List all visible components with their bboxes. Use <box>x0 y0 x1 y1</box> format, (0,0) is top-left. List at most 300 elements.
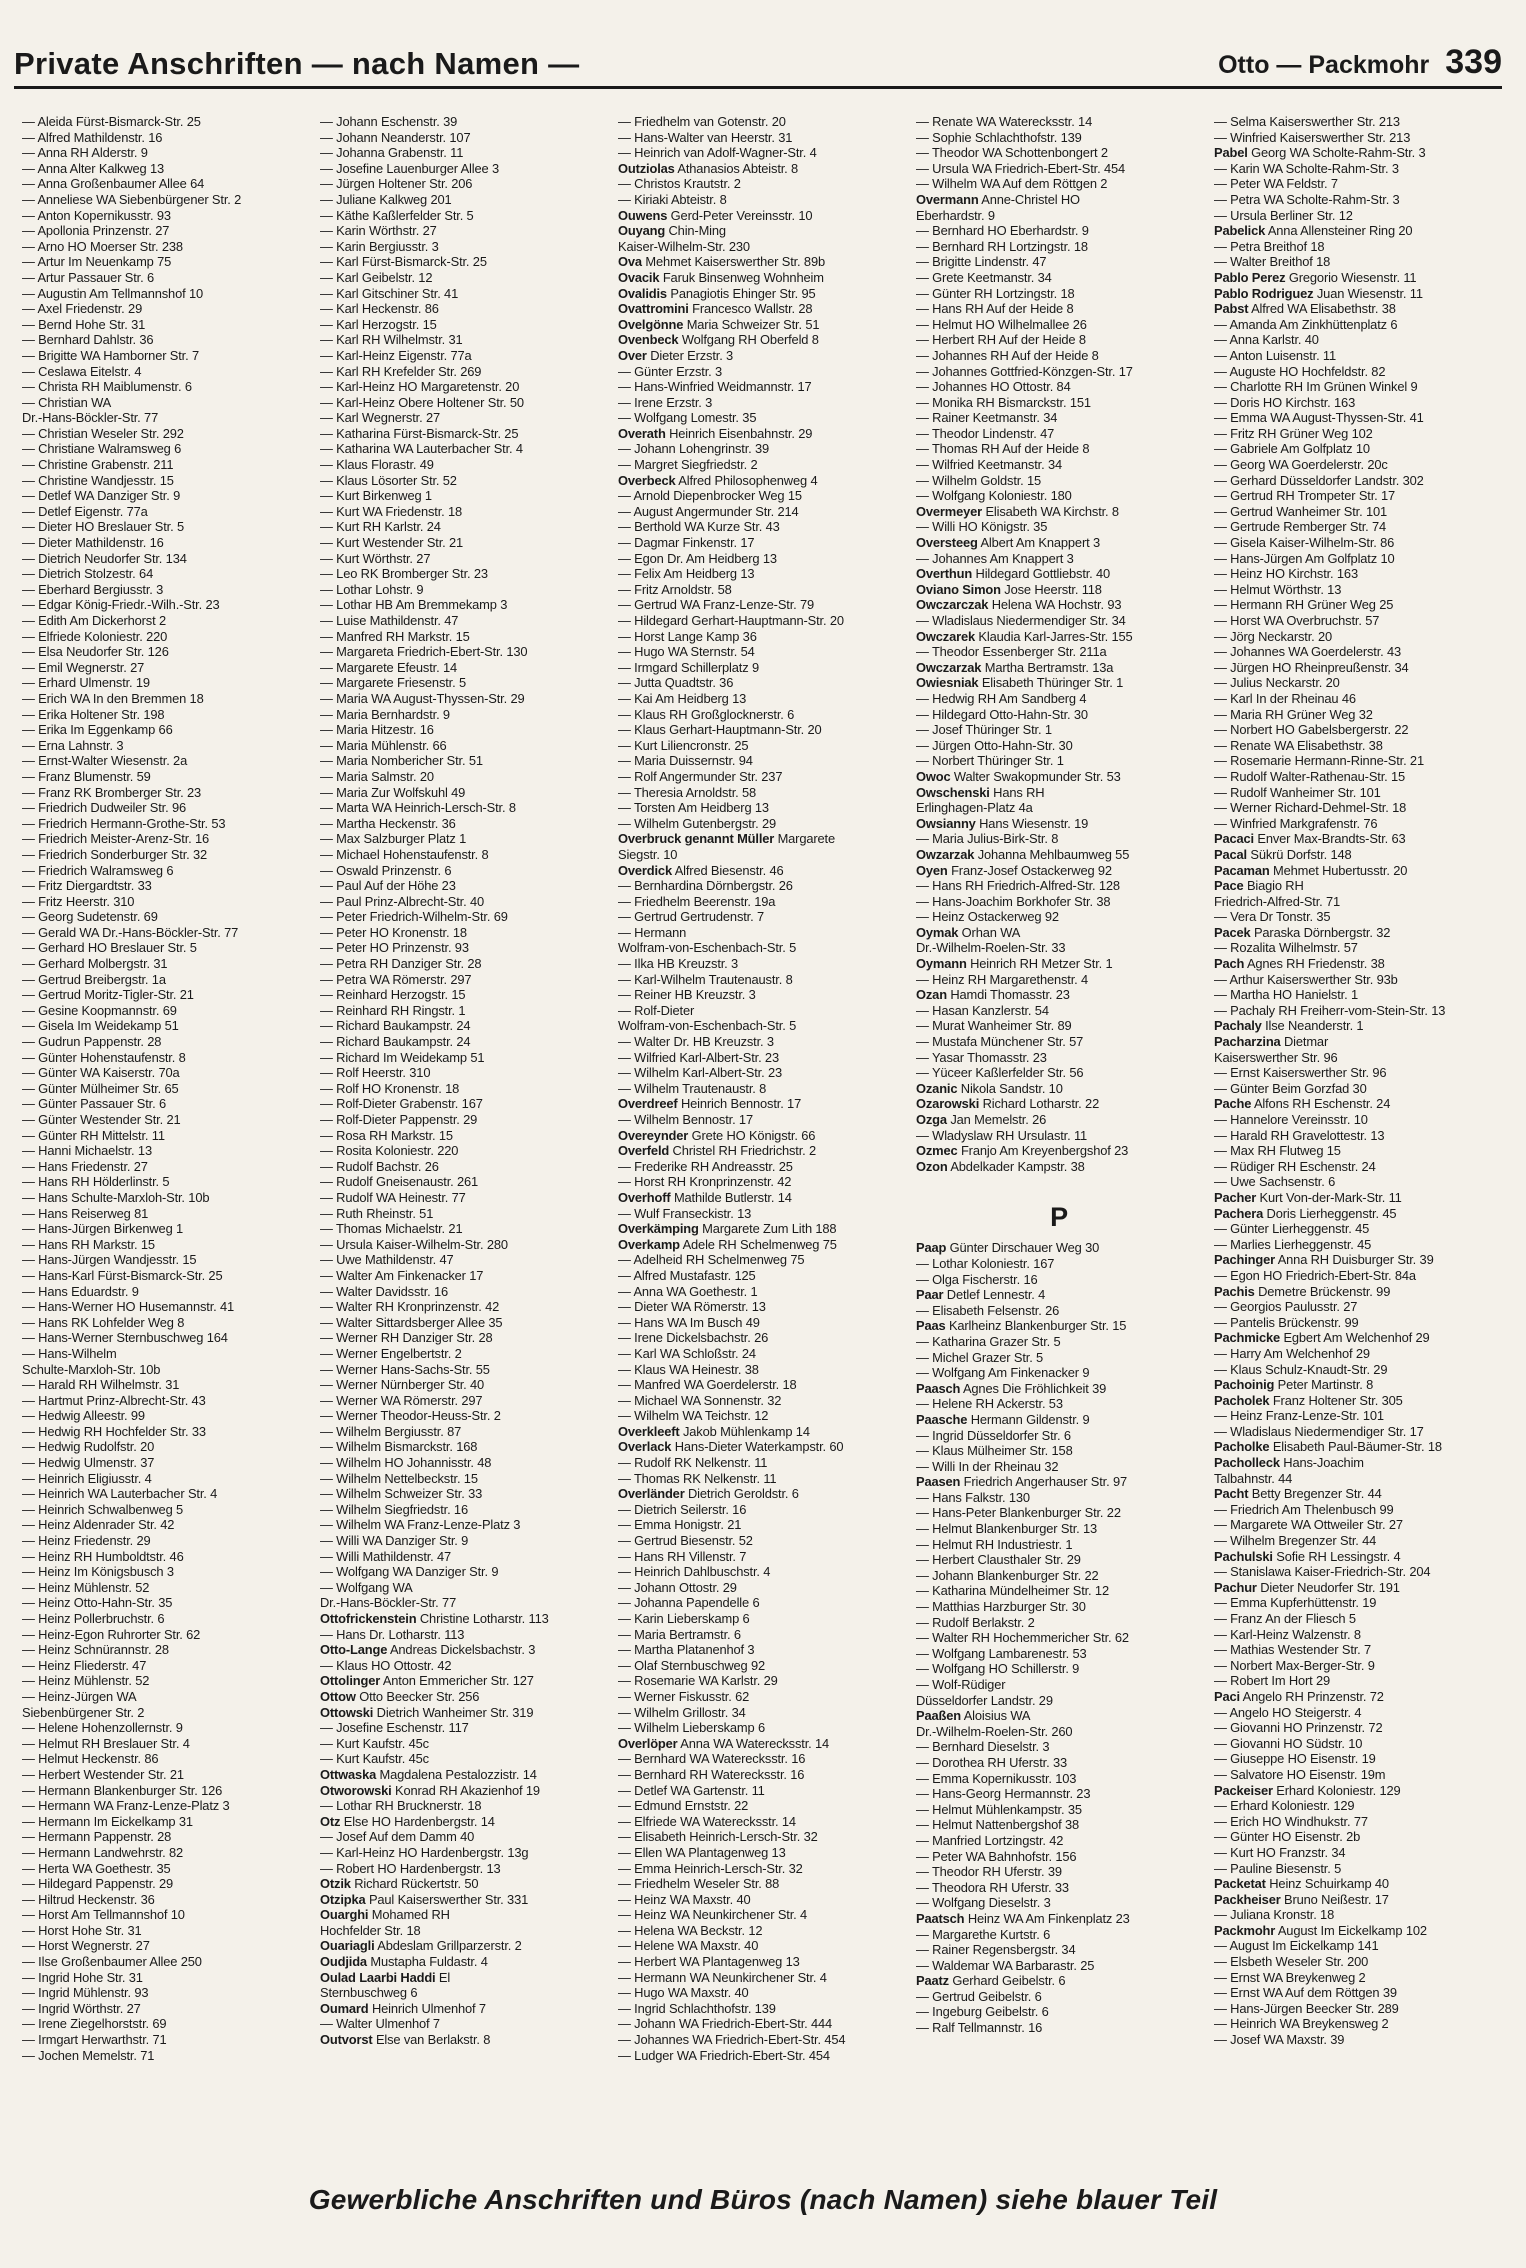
family-name: Ovalidis <box>618 285 667 301</box>
directory-entry: — Günter Westender Str. 21 <box>22 1112 181 1127</box>
directory-entry: — Detlef Eigenstr. 77a <box>22 503 148 519</box>
directory-entry: Otzik Richard Rückertstr. 50 <box>320 1876 479 1892</box>
directory-entry: — Manfried Lortzingstr. 42 <box>916 1832 1064 1848</box>
directory-entry: — Gudrun Pappenstr. 28 <box>22 1034 162 1050</box>
directory-entry: — Ceslawa Eitelstr. 4 <box>22 363 142 379</box>
directory-entry: — Georg WA Goerdelerstr. 20c <box>1214 457 1388 473</box>
directory-entry: — Friedhelm van Gotenstr. 20 <box>618 114 786 129</box>
directory-entry: — Elfriede Koloniestr. 220 <box>22 628 168 644</box>
directory-entry: Ozmec Franjo Am Kreyenbergshof 23 <box>916 1143 1129 1159</box>
directory-entry: — Heinrich Eligiusstr. 4 <box>22 1470 152 1486</box>
directory-entry: Outvorst Else van Berlakstr. 8 <box>320 2032 491 2048</box>
directory-entry: — Rainer Regensbergstr. 34 <box>916 1942 1076 1958</box>
directory-entry: Dr.-Hans-Böckler-Str. 77 <box>320 1595 457 1611</box>
directory-entry: — Gerhard Molbergstr. 31 <box>22 956 168 972</box>
directory-entry: — Mathias Westender Str. 7 <box>1214 1642 1372 1658</box>
family-name: Paasche <box>916 1411 968 1427</box>
directory-entry: — Horst RH Kronprinzenstr. 42 <box>618 1174 792 1190</box>
directory-entry: — Rudolf WA Heinestr. 77 <box>320 1189 466 1205</box>
directory-entry: — Peter WA Feldstr. 7 <box>1214 176 1338 192</box>
directory-entry: — Jörg Neckarstr. 20 <box>1214 628 1333 644</box>
directory-entry: — Irmgart Herwarthstr. 71 <box>22 2032 167 2048</box>
directory-entry: — Erhard Ulmenstr. 19 <box>22 675 150 691</box>
directory-entry: — Günter WA Kaiserstr. 70a <box>22 1065 180 1081</box>
family-name: Paasch <box>916 1380 961 1396</box>
directory-entry: — Ludger WA Friedrich-Ebert-Str. 454 <box>618 2047 830 2063</box>
directory-entry: — Georgios Paulusstr. 27 <box>1214 1299 1358 1315</box>
directory-entry: — Dieter Mathildenstr. 16 <box>22 535 164 551</box>
directory-entry: — Dietrich Seilerstr. 16 <box>618 1501 747 1517</box>
directory-entry: — Bernhard RH Waterecksstr. 16 <box>618 1766 805 1782</box>
directory-entry: — Uwe Sachsenstr. 6 <box>1214 1174 1336 1190</box>
directory-entry: — Martha Platanenhof 3 <box>618 1642 755 1658</box>
family-name: Owczarzak <box>916 659 982 675</box>
directory-entry: — Anna Großenbaumer Allee 64 <box>22 176 205 192</box>
directory-entry: — Luise Mathildenstr. 47 <box>320 613 459 628</box>
directory-entry: — Friedhelm Weseler Str. 88 <box>618 1876 780 1892</box>
directory-entry: — Edmund Ernststr. 22 <box>618 1798 749 1814</box>
directory-entry: — Walter RH Hochemmericher Str. 62 <box>916 1630 1129 1646</box>
directory-entry: — Hermann Pappenstr. 28 <box>22 1829 172 1845</box>
family-name: Overkämping <box>618 1221 699 1237</box>
directory-entry: — Werner Nürnberger Str. 40 <box>320 1377 485 1393</box>
directory-entry: — Klaus Gerhart-Hauptmann-Str. 20 <box>618 722 822 738</box>
directory-entry: — Heinz Mühlenstr. 52 <box>22 1579 150 1595</box>
family-name: Overbruck genannt Müller <box>618 831 775 847</box>
directory-entry: — Margarete Friesenstr. 5 <box>320 675 466 691</box>
directory-entry: — Karl-Wilhelm Trautenaustr. 8 <box>618 971 793 987</box>
directory-entry: — Edgar König-Friedr.-Wilh.-Str. 23 <box>22 597 220 613</box>
directory-entry: — Paul Prinz-Albrecht-Str. 40 <box>320 893 485 909</box>
family-name: Overlöper <box>618 1735 678 1751</box>
directory-entry: — Katharina Mündelheimer Str. 12 <box>916 1583 1109 1599</box>
directory-entry: — Artur Passauer Str. 6 <box>22 269 154 285</box>
directory-entry: — Ellen WA Plantagenweg 13 <box>618 1844 786 1860</box>
directory-entry: — Wilhelm Schweizer Str. 33 <box>320 1486 483 1502</box>
directory-entry: — Katharina Grazer Str. 5 <box>916 1333 1061 1349</box>
directory-entry: — Hermann Im Eickelkamp 31 <box>22 1813 193 1829</box>
directory-entry: — Helmut RH Industriestr. 1 <box>916 1536 1073 1552</box>
directory-entry: — Friedrich Am Thelenbusch 99 <box>1214 1501 1394 1517</box>
directory-entry: — Ruth Rheinstr. 51 <box>320 1205 434 1221</box>
directory-entry: Ozan Hamdi Thomasstr. 23 <box>916 987 1070 1003</box>
directory-entry: Oymann Heinrich RH Metzer Str. 1 <box>916 956 1113 972</box>
directory-entry: — Petra Breithof 18 <box>1214 238 1325 254</box>
directory-entry: Overlöper Anna WA Waterecksstr. 14 <box>618 1735 830 1751</box>
directory-entry: — Wilhelm Gutenbergstr. 29 <box>618 815 777 831</box>
directory-entry: — Karl Geibelstr. 12 <box>320 269 433 285</box>
directory-entry: — Friedhelm Beerenstr. 19a <box>618 893 776 909</box>
directory-entry: — Karl In der Rheinau 46 <box>1214 690 1356 706</box>
directory-entry: — Karin Wörthstr. 27 <box>320 223 437 239</box>
directory-entry: — Michael Hohenstaufenstr. 8 <box>320 846 489 862</box>
directory-entry: — Waldemar WA Barbarastr. 25 <box>916 1957 1095 1973</box>
directory-entry: Oviano Simon Jose Heerstr. 118 <box>916 581 1102 597</box>
directory-entry: — Kiriaki Abteistr. 8 <box>618 191 727 207</box>
directory-entry: — Hermann <box>618 924 687 940</box>
family-name: Pacaci <box>1214 831 1254 847</box>
directory-entry: — Günter Hohenstaufenstr. 8 <box>22 1049 186 1065</box>
directory-entry: Paatz Gerhard Geibelstr. 6 <box>916 1973 1066 1989</box>
directory-entry: Overfeld Christel RH Friedrichstr. 2 <box>618 1143 817 1159</box>
directory-entry: — Renate WA Waterecksstr. 14 <box>916 114 1093 129</box>
directory-entry: — Heinz Pollerbruchstr. 6 <box>22 1611 165 1626</box>
directory-entry: — Heinz RH Humboldtstr. 46 <box>22 1548 184 1564</box>
directory-entry: Paasen Friedrich Angerhauser Str. 97 <box>916 1474 1127 1490</box>
directory-entry: — Ursula Kaiser-Wilhelm-Str. 280 <box>320 1236 508 1252</box>
directory-entry: — Werner Theodor-Heuss-Str. 2 <box>320 1408 501 1424</box>
directory-entry: — Karin WA Scholte-Rahm-Str. 3 <box>1214 160 1399 176</box>
directory-entry: — Frederike RH Andreasstr. 25 <box>618 1158 793 1174</box>
directory-entry: — Helmut Nattenbergshof 38 <box>916 1817 1080 1833</box>
directory-entry: — Walter Dr. HB Kreuzstr. 3 <box>618 1034 774 1050</box>
directory-entry: Overthun Hildegard Gottliebstr. 40 <box>916 566 1111 582</box>
directory-entry: — Elisabeth Felsenstr. 26 <box>916 1302 1060 1318</box>
directory-entry: — Gertrude Remberger Str. 74 <box>1214 519 1387 535</box>
directory-entry: — Kurt Wörthstr. 27 <box>320 550 431 566</box>
directory-entry: — Werner Richard-Dehmel-Str. 18 <box>1214 800 1407 816</box>
directory-entry: — Werner WA Römerstr. 297 <box>320 1392 483 1408</box>
directory-entry: — Helmut HO Wilhelmallee 26 <box>916 316 1087 332</box>
directory-entry: — Leo RK Bromberger Str. 23 <box>320 566 488 582</box>
directory-entry: — Anneliese WA Siebenbürgener Str. 2 <box>22 191 242 207</box>
directory-entry: — Irmgard Schillerplatz 9 <box>618 659 759 675</box>
directory-entry: Ottolinger Anton Emmericher Str. 127 <box>320 1673 534 1689</box>
directory-entry: — Johanna Grabenstr. 11 <box>320 145 464 161</box>
directory-entry: — Gerhard Düsseldorfer Landstr. 302 <box>1214 472 1424 488</box>
directory-entry: — Werner RH Danziger Str. 28 <box>320 1330 493 1346</box>
family-name: Overkamp <box>618 1236 680 1252</box>
directory-entry: — Arnold Diepenbrocker Weg 15 <box>618 488 802 504</box>
directory-entry: — Brigitte Lindenstr. 47 <box>916 254 1047 270</box>
family-name: Owoc <box>916 768 951 784</box>
directory-entry: Ottowski Dietrich Wanheimer Str. 319 <box>320 1704 534 1720</box>
directory-entry: — Wilhelm WA Franz-Lenze-Platz 3 <box>320 1517 521 1533</box>
directory-entry: — Franz RK Bromberger Str. 23 <box>22 784 202 800</box>
family-name: Paap <box>916 1240 947 1256</box>
directory-entry: — Erich HO Windhukstr. 77 <box>1214 1813 1368 1829</box>
directory-entry: — Augustin Am Tellmannshof 10 <box>22 285 204 301</box>
directory-entry: — Hans RH Villenstr. 7 <box>618 1548 747 1564</box>
directory-entry: — Heinz Schnürannstr. 28 <box>22 1642 169 1658</box>
directory-entry: Owoc Walter Swakopmunder Str. 53 <box>916 768 1121 784</box>
directory-entry: — Eberhard Bergiusstr. 3 <box>22 581 164 597</box>
family-name: Packmohr <box>1214 1922 1276 1938</box>
directory-entry: — Manfred RH Markstr. 15 <box>320 628 470 644</box>
family-name: Overmann <box>916 191 979 207</box>
directory-entry: — Egon HO Friedrich-Ebert-Str. 84a <box>1214 1267 1416 1283</box>
directory-entry: — Hans WA Im Busch 49 <box>618 1314 760 1330</box>
directory-entry: — Katharina Fürst-Bismarck-Str. 25 <box>320 425 519 441</box>
directory-entry: — Hildegard Pappenstr. 29 <box>22 1876 174 1892</box>
directory-entry: — Wilhelm Bennostr. 17 <box>618 1112 753 1127</box>
directory-entry: — Hannelore Vereinsstr. 10 <box>1214 1112 1368 1127</box>
directory-entry: — Julius Neckarstr. 20 <box>1214 675 1340 691</box>
directory-entry: — Wolf-Rüdiger <box>916 1677 1006 1692</box>
family-name: Ottwaska <box>320 1766 377 1782</box>
directory-entry: Pachinger Anna RH Duisburger Str. 39 <box>1214 1252 1434 1268</box>
directory-entry: — Peter HO Kronenstr. 18 <box>320 924 467 940</box>
directory-entry: — Wilhelm Karl-Albert-Str. 23 <box>618 1065 782 1081</box>
directory-entry: Paar Detlef Lennestr. 4 <box>916 1287 1046 1303</box>
directory-entry: — Hans-Jürgen Am Golfplatz 10 <box>1214 550 1395 566</box>
directory-entry: Overkämping Margarete Zum Lith 188 <box>618 1221 837 1237</box>
directory-entry: — Thomas RK Nelkenstr. 11 <box>618 1470 777 1486</box>
directory-entry: — Matthias Harzburger Str. 30 <box>916 1599 1086 1615</box>
family-name: Ovacik <box>618 269 660 285</box>
directory-entry: — Horst Wegnerstr. 27 <box>22 1938 150 1954</box>
family-name: Owzarzak <box>916 846 975 862</box>
directory-entry: — Emil Wegnerstr. 27 <box>22 659 145 675</box>
directory-entry: — Maria Nombericher Str. 51 <box>320 753 483 769</box>
directory-entry: — Klaus Lösorter Str. 52 <box>320 472 457 488</box>
family-name: Packetat <box>1214 1876 1266 1892</box>
directory-entry: — Hugo WA Sternstr. 54 <box>618 644 755 660</box>
directory-entry: Over Dieter Erzstr. 3 <box>618 347 734 363</box>
directory-entry: — Paul Auf der Höhe 23 <box>320 878 456 894</box>
family-name: Oymak <box>916 924 959 940</box>
directory-entry: — Klaus WA Heinestr. 38 <box>618 1361 759 1377</box>
directory-entry: Wolfram-von-Eschenbach-Str. 5 <box>618 1018 797 1034</box>
directory-entry: Pacharzina Dietmar <box>1214 1034 1329 1050</box>
directory-entry: — Wilfried Karl-Albert-Str. 23 <box>618 1049 779 1065</box>
directory-entry: — Johann Neanderstr. 107 <box>320 129 471 145</box>
directory-entry: — Rudolf Walter-Rathenau-Str. 15 <box>1214 768 1406 784</box>
directory-entry: — Rudolf RK Nelkenstr. 11 <box>618 1455 768 1471</box>
directory-entry: — Rolf Heerstr. 310 <box>320 1065 431 1081</box>
directory-entry: Ozarowski Richard Lotharstr. 22 <box>916 1096 1100 1112</box>
directory-entry: — Günter Lierheggenstr. 45 <box>1214 1221 1370 1237</box>
directory-entry: — Hans-Jürgen Beecker Str. 289 <box>1214 2000 1399 2016</box>
directory-entry: Otzipka Paul Kaiserswerther Str. 331 <box>320 1891 529 1907</box>
directory-entry: — Heinz WA Maxstr. 40 <box>618 1891 751 1907</box>
directory-entry: — Karl WA Schloßstr. 24 <box>618 1345 756 1361</box>
directory-entry: — Marta WA Heinrich-Lersch-Str. 8 <box>320 800 516 816</box>
directory-entry: Paas Karlheinz Blankenburger Str. 15 <box>916 1318 1127 1334</box>
directory-entry: Ottofrickenstein Christine Lotharstr. 113 <box>320 1611 549 1626</box>
directory-entry: — Fritz Diergardtstr. 33 <box>22 878 152 894</box>
directory-entry: — Dietrich Stolzestr. 64 <box>22 566 154 582</box>
directory-entry: — Wulf Franseckistr. 13 <box>618 1205 752 1221</box>
directory-entry: Pablo Rodriguez Juan Wiesenstr. 11 <box>1214 285 1423 301</box>
directory-entry: — Sophie Schlachthofstr. 139 <box>916 129 1082 145</box>
family-name: Ottofrickenstein <box>320 1611 417 1626</box>
family-name: Otzipka <box>320 1891 366 1907</box>
directory-entry: — Petra WA Scholte-Rahm-Str. 3 <box>1214 191 1400 207</box>
directory-entry: — Richard Baukampstr. 24 <box>320 1018 471 1034</box>
directory-entry: — Maria Mühlenstr. 66 <box>320 737 447 753</box>
directory-entry: Pachaly Ilse Neanderstr. 1 <box>1214 1018 1364 1034</box>
directory-entry: — Helmut RH Breslauer Str. 4 <box>22 1735 190 1751</box>
directory-entry: Overkleeft Jakob Mühlenkamp 14 <box>618 1423 810 1439</box>
family-name: Paatz <box>916 1973 949 1989</box>
directory-entry: — Marlies Lierheggenstr. 45 <box>1214 1236 1372 1252</box>
directory-entry: — Harald RH Gravelottestr. 13 <box>1214 1127 1385 1143</box>
directory-entry: — Jochen Memelstr. 71 <box>22 2047 155 2063</box>
directory-entry: — Heinz Aldenrader Str. 42 <box>22 1517 175 1533</box>
directory-entry: — Ingrid Wörthstr. 27 <box>22 2000 141 2016</box>
directory-entry: — Anna RH Alderstr. 9 <box>22 145 148 161</box>
family-name: Overlack <box>618 1439 672 1455</box>
family-name: Oulad Laarbi Haddi <box>320 1969 436 1985</box>
directory-entry: — Rosemarie WA Karlstr. 29 <box>618 1673 778 1689</box>
directory-entry: — Wolfgang Dieselstr. 3 <box>916 1895 1051 1911</box>
directory-entry: — Josef WA Maxstr. 39 <box>1214 2032 1345 2048</box>
directory-entry: — Friedrich Meister-Arenz-Str. 16 <box>22 831 210 847</box>
family-name: Ozga <box>916 1112 947 1127</box>
directory-entry: — Günter HO Eisenstr. 2b <box>1214 1829 1361 1845</box>
directory-entry: — Helmut Heckenstr. 86 <box>22 1751 159 1767</box>
directory-entry: — Johann Lohengrinstr. 39 <box>618 441 770 457</box>
family-name: Otzik <box>320 1876 351 1892</box>
directory-entry: Düsseldorfer Landstr. 29 <box>916 1692 1053 1708</box>
directory-entry: — Heinz-Jürgen WA <box>22 1688 137 1704</box>
directory-entry: — Yasar Thomasstr. 23 <box>916 1049 1047 1065</box>
directory-entry: — Heinz Ostackerweg 92 <box>916 909 1059 925</box>
directory-entry: Owzarzak Johanna Mehlbaumweg 55 <box>916 846 1130 862</box>
directory-entry: — Karl RH Wilhelmstr. 31 <box>320 332 463 348</box>
directory-entry: — Elsbeth Weseler Str. 200 <box>1214 1954 1369 1970</box>
directory-entry: — Klaus Florastr. 49 <box>320 457 434 473</box>
directory-entry: Overdick Alfred Biesenstr. 46 <box>618 862 784 878</box>
directory-entry: — Hans RH Auf der Heide 8 <box>916 301 1074 317</box>
directory-entry: — Anton Luisenstr. 11 <box>1214 347 1337 363</box>
directory-entry: — Wladyslaw RH Ursulastr. 11 <box>916 1127 1088 1143</box>
directory-entry: — Werner Engelbertstr. 2 <box>320 1345 462 1361</box>
directory-entry: — Erika Holtener Str. 198 <box>22 706 165 722</box>
family-name: Overländer <box>618 1486 685 1502</box>
directory-columns <box>22 114 1512 2164</box>
directory-entry: — Karl-Heinz Eigenstr. 77a <box>320 347 472 363</box>
directory-entry: Ouwens Gerd-Peter Vereinsstr. 10 <box>618 207 813 223</box>
directory-entry: — Klaus HO Ottostr. 42 <box>320 1657 452 1673</box>
directory-entry: — Wladislaus Niedermendiger Str. 34 <box>916 613 1126 628</box>
directory-entry: — Hans-Jürgen Birkenweg 1 <box>22 1221 184 1237</box>
family-name: Pacaman <box>1214 862 1270 878</box>
family-name: Owsianny <box>916 815 976 831</box>
directory-entry: — Ursula WA Friedrich-Ebert-Str. 454 <box>916 160 1126 176</box>
directory-entry: Otz Else HO Hardenbergstr. 14 <box>320 1813 495 1829</box>
directory-entry: — Theodor WA Schottenbongert 2 <box>916 145 1108 161</box>
directory-entry: — Petra RH Danziger Str. 28 <box>320 956 482 972</box>
directory-entry: Packetat Heinz Schuirkamp 40 <box>1214 1876 1389 1892</box>
family-name: Ovattromini <box>618 301 689 317</box>
family-name: Owiesniak <box>916 675 979 691</box>
directory-entry: — Wilfried Keetmanstr. 34 <box>916 457 1062 473</box>
directory-entry: — Alfred Mathildenstr. 16 <box>22 129 163 145</box>
directory-entry: — Rudolf Berlakstr. 2 <box>916 1614 1035 1630</box>
directory-entry: Dr.-Wilhelm-Roelen-Str. 33 <box>916 940 1066 956</box>
directory-entry: — Gertrud Breibergstr. 1a <box>22 971 166 987</box>
family-name: Pacholek <box>1214 1392 1270 1408</box>
section-letter: P <box>1050 1202 1068 1233</box>
directory-entry: — Mustafa Münchener Str. 57 <box>916 1034 1084 1050</box>
directory-entry: — Gertrud Biesenstr. 52 <box>618 1533 753 1549</box>
family-name: Otz <box>320 1813 341 1829</box>
directory-entry: — Karin Lieberskamp 6 <box>618 1611 750 1626</box>
directory-entry: — Ilse Großenbaumer Allee 250 <box>22 1954 202 1970</box>
directory-entry: — Wilhelm Grillostr. 34 <box>618 1704 746 1720</box>
directory-entry: — Karl RH Krefelder Str. 269 <box>320 363 482 379</box>
directory-entry: Pacek Paraska Dörnbergstr. 32 <box>1214 924 1391 940</box>
directory-entry: Ovattromini Francesco Wallstr. 28 <box>618 301 813 317</box>
directory-entry: — Maria Hitzestr. 16 <box>320 722 434 738</box>
directory-entry: — Hanni Michaelstr. 13 <box>22 1143 152 1159</box>
directory-entry: — Helmut Mühlenkampstr. 35 <box>916 1801 1082 1817</box>
directory-entry: — Irene Dickelsbachstr. 26 <box>618 1330 769 1346</box>
directory-entry: Pacher Kurt Von-der-Mark-Str. 11 <box>1214 1189 1402 1205</box>
column-4 <box>916 114 1202 2036</box>
directory-entry: — Torsten Am Heidberg 13 <box>618 800 769 816</box>
family-name: Ozarowski <box>916 1096 980 1112</box>
directory-entry: — Bernhard WA Waterecksstr. 16 <box>618 1751 806 1767</box>
header-range <box>1218 43 1502 82</box>
directory-entry: — Klaus RH Großglocknerstr. 6 <box>618 706 795 722</box>
directory-entry: Pacal Sükrü Dorfstr. 148 <box>1214 846 1352 862</box>
directory-entry: — Harald RH Wilhelmstr. 31 <box>22 1377 180 1393</box>
directory-entry: — Rudolf Wanheimer Str. 101 <box>1214 784 1381 800</box>
directory-entry: — Willi In der Rheinau 32 <box>916 1458 1059 1474</box>
directory-entry: — Karl-Heinz Walzenstr. 8 <box>1214 1626 1361 1642</box>
directory-entry: — Hans RH Markstr. 15 <box>22 1236 155 1252</box>
family-name: Outvorst <box>320 2032 373 2048</box>
directory-entry: — Margarethe Kurtstr. 6 <box>916 1926 1051 1942</box>
directory-entry: — Ernst Kaiserswerther Str. 96 <box>1214 1065 1387 1081</box>
directory-entry: — Pantelis Brückenstr. 99 <box>1214 1314 1359 1330</box>
directory-entry: Kaiserswerther Str. 96 <box>1214 1049 1338 1065</box>
directory-entry: — Winfried Markgrafenstr. 76 <box>1214 815 1378 831</box>
directory-entry: — Käthe Kaßlerfelder Str. 5 <box>320 207 474 223</box>
directory-entry: — Hans RH Friedrich-Alfred-Str. 128 <box>916 878 1120 894</box>
directory-entry: Owczarek Klaudia Karl-Jarres-Str. 155 <box>916 628 1133 644</box>
family-name: Ouyang <box>618 223 666 239</box>
directory-entry: — Kurt HO Franzstr. 34 <box>1214 1844 1346 1860</box>
directory-entry: Sternbuschweg 6 <box>320 1985 418 2001</box>
directory-entry: — Michael WA Sonnenstr. 32 <box>618 1392 782 1408</box>
family-name: Ozon <box>916 1158 948 1174</box>
directory-entry: — Hermann Blankenburger Str. 126 <box>22 1782 223 1798</box>
directory-entry: — Anna WA Goethestr. 1 <box>618 1283 758 1299</box>
family-name: Pacal <box>1214 846 1247 862</box>
directory-entry: — Wilhelm WA Teichstr. 12 <box>618 1408 769 1424</box>
family-name: Ozmec <box>916 1143 958 1159</box>
directory-entry: — Thomas Michaelstr. 21 <box>320 1221 463 1237</box>
directory-entry: Pacaci Enver Max-Brandts-Str. 63 <box>1214 831 1406 847</box>
family-name: Overkleeft <box>618 1423 680 1439</box>
directory-entry: Otto-Lange Andreas Dickelsbachstr. 3 <box>320 1642 536 1658</box>
directory-entry: Oyen Franz-Josef Ostackerweg 92 <box>916 862 1112 878</box>
directory-entry: — Ralf Tellmannstr. 16 <box>916 2020 1043 2036</box>
directory-entry: — Günter RH Mittelstr. 11 <box>22 1127 165 1143</box>
family-name: Paaßen <box>916 1708 961 1724</box>
page-header <box>14 40 1502 89</box>
directory-entry: — Theodor RH Uferstr. 39 <box>916 1864 1062 1880</box>
directory-entry: — Christine Grabenstr. 211 <box>22 457 174 473</box>
family-name: Pacher <box>1214 1189 1257 1205</box>
directory-entry: — Winfried Kaiserswerther Str. 213 <box>1214 129 1411 145</box>
directory-entry: — Willi WA Danziger Str. 9 <box>320 1533 469 1549</box>
directory-entry: — Maria Zur Wolfskuhl 49 <box>320 784 466 800</box>
directory-entry: — Karl Wegnerstr. 27 <box>320 410 440 426</box>
directory-entry: Owczarzak Martha Bertramstr. 13a <box>916 659 1114 675</box>
directory-entry: — Franz An der Fliesch 5 <box>1214 1611 1356 1626</box>
directory-entry: — Johann Eschenstr. 39 <box>320 114 458 129</box>
directory-entry: Pabel Georg WA Scholte-Rahm-Str. 3 <box>1214 145 1426 161</box>
family-name: Pacek <box>1214 924 1251 940</box>
directory-entry: — Fritz Heerstr. 310 <box>22 893 135 909</box>
directory-entry: — Wolfgang Lomestr. 35 <box>618 410 757 426</box>
directory-entry: — Horst WA Overbruchstr. 57 <box>1214 613 1380 628</box>
